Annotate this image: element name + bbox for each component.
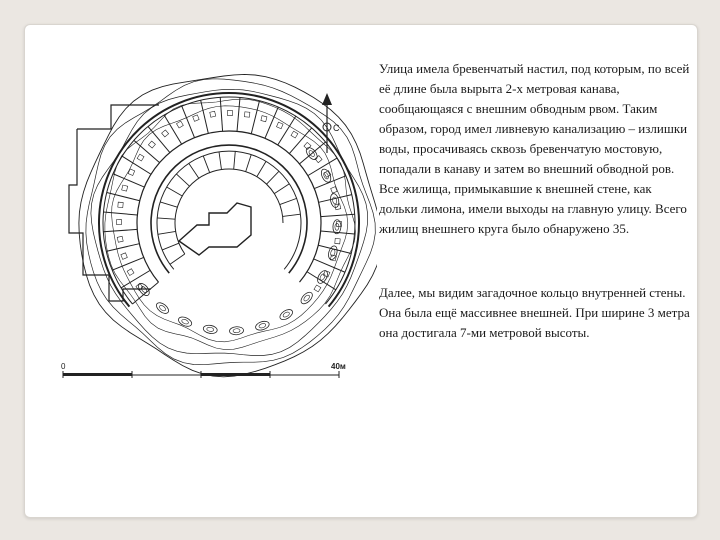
paragraph-1: Улица имела бревенчатый настил, под которым, по всей её длине была вырыта 2-х метровая канава, сообщающаяся с внешним обводным рвом. Таким образом, город имел ливневую канализацию – излишки воды, просачиваясь сквозь бревенчатую мостовую, попадали в канаву и затем во внешний обводной ров. Все жилища, примыкавшие к внешней стене, как дольки лимона, имели выходы на главную улицу. Всего жилищ внешнего круга было обнаружено 35.: [379, 61, 690, 236]
dwelling-partition: [319, 195, 352, 203]
dwelling-partition: [201, 100, 209, 133]
pit-inner: [323, 172, 330, 180]
inner-partition: [157, 218, 175, 219]
pit-outline: [229, 326, 244, 335]
slide: [24, 24, 698, 518]
dwelling-partition: [112, 257, 144, 270]
inner-partition: [203, 156, 209, 173]
dwelling-partition: [103, 229, 137, 231]
dwelling-partition: [314, 176, 346, 189]
dwelling-partition: [299, 142, 325, 164]
dwelling-partition: [314, 259, 345, 272]
dwelling-partition: [107, 193, 140, 201]
dwelling-partition: [308, 158, 337, 176]
inner-partition: [246, 155, 252, 172]
pit-outline: [299, 290, 314, 306]
scale-start-text: 0: [61, 362, 66, 371]
terrain-contour: [112, 106, 348, 342]
dwelling-hearth: [244, 112, 249, 117]
dwelling-hearth: [148, 141, 155, 148]
dwelling-partition: [148, 126, 170, 152]
dwelling-partition: [265, 107, 278, 138]
dwelling-partition: [103, 212, 137, 215]
dwelling-partition: [182, 106, 195, 138]
paragraph-2: Далее, мы видим загадочное кольцо внутренней стены. Она была ещё массивнее внешней. При ширине 3 метра она достигала 7-ми метровой высоты.: [379, 285, 690, 340]
dwelling-hearth: [210, 111, 216, 117]
terrain-contour: [86, 79, 375, 365]
pit-outline: [155, 301, 171, 316]
north-arrow-head: [322, 93, 332, 105]
dwelling-partition: [106, 244, 139, 252]
dwelling-hearth: [176, 121, 183, 128]
inner-partition: [162, 243, 179, 250]
dwelling-hearth: [261, 116, 267, 122]
pit-inner: [233, 328, 240, 332]
terrain-contour: [91, 89, 368, 355]
inner-wall: [151, 145, 307, 273]
pit-inner: [181, 318, 189, 325]
pit-outline: [329, 193, 340, 208]
pit-outline: [254, 320, 270, 332]
dwelling-hearth: [117, 236, 123, 242]
excavation-boundary: [77, 105, 159, 129]
pit-inner: [206, 327, 214, 332]
dwelling-hearth: [121, 253, 128, 260]
north-label: С: [333, 123, 340, 133]
dwelling-hearth: [162, 130, 169, 137]
inner-partition: [219, 152, 222, 170]
dwelling-hearth: [116, 219, 121, 224]
inner-partition: [176, 174, 189, 186]
dwelling-hearth: [314, 285, 321, 292]
dwelling-partition: [251, 101, 259, 134]
dwelling-ring-inner-edge: [137, 131, 321, 282]
inner-partition: [167, 187, 183, 196]
pit-outline: [319, 168, 332, 184]
inner-partition: [274, 184, 289, 194]
inner-partition: [283, 214, 301, 216]
dwelling-hearth: [137, 154, 144, 161]
dwelling-partition: [220, 97, 222, 131]
dwelling-partition: [164, 115, 182, 144]
dwelling-hearth: [193, 115, 200, 122]
pit-inner: [258, 323, 266, 329]
slide-text: [379, 59, 693, 343]
settlement-plan-figure: [59, 65, 377, 395]
dwelling-partition: [122, 156, 151, 174]
inner-partition: [280, 198, 297, 204]
scale-bar-segment: [201, 373, 270, 376]
dwelling-partition: [237, 97, 240, 131]
inner-partition: [160, 202, 177, 207]
dwelling-hearth: [291, 131, 298, 138]
pit-outline: [177, 315, 193, 328]
settlement-plan-drawing: [59, 65, 377, 395]
inner-partition: [158, 231, 176, 234]
scale-bar-segment: [63, 373, 132, 376]
pit-outline: [327, 245, 339, 261]
inner-partition: [234, 151, 236, 169]
central-square: [179, 203, 251, 255]
dwelling-hearth: [277, 122, 284, 129]
inner-partition: [257, 161, 266, 176]
dwelling-hearth: [122, 185, 128, 191]
dwelling-hearth: [227, 110, 232, 115]
dwelling-hearth: [118, 202, 123, 207]
terrain-contour: [105, 99, 356, 350]
scale-end-text: 40м: [331, 362, 346, 371]
inner-partition: [170, 254, 185, 264]
pit-outline: [203, 324, 218, 334]
dwelling-partition: [113, 174, 144, 187]
dwelling-hearth: [335, 238, 340, 243]
pit-outline: [278, 307, 294, 321]
dwelling-partition: [289, 128, 311, 154]
inner-partition: [189, 163, 199, 178]
terrain-contour: [79, 74, 377, 376]
dwelling-partition: [321, 214, 355, 216]
inner-partition: [267, 171, 280, 184]
dwelling-hearth: [127, 269, 134, 276]
